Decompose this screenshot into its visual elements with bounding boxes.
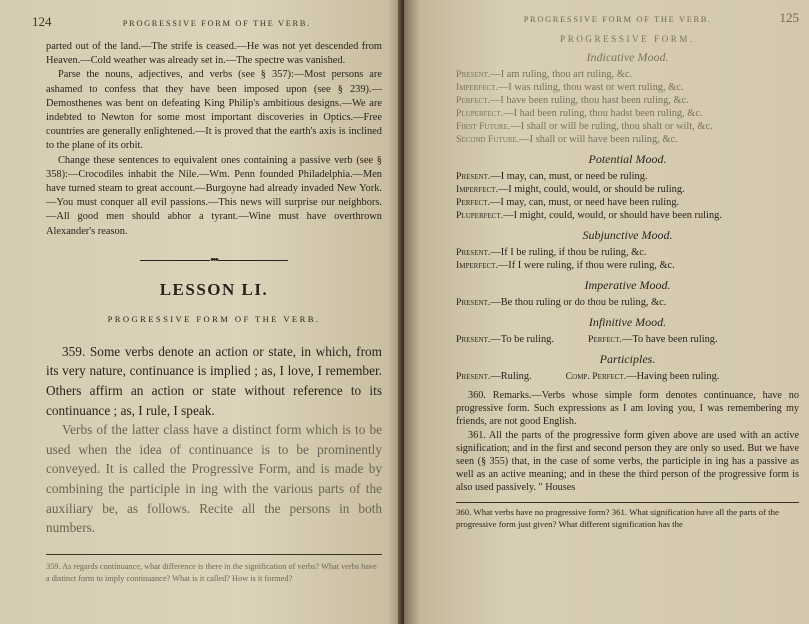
lesson-title: LESSON LI. bbox=[159, 279, 269, 299]
imperative-mood-title: Imperative Mood. bbox=[584, 278, 671, 292]
lesson-paragraph: Verbs of the latter class have a distinct form which is to be used when the idea of continuance is to be prominently conveyed. It is called the Progressive Form, and is made by combining the participle in ing with the various parts of the auxiliary be, as follows. Recite all the persons in both numbers. bbox=[46, 422, 382, 536]
potential-conjugation bbox=[456, 170, 799, 222]
footnote-divider bbox=[46, 554, 382, 555]
remarks-text bbox=[456, 389, 799, 495]
conjugation-line: Perfect.—I may, can, must, or need have been ruling. bbox=[456, 197, 680, 208]
conjugation-line: Present.—If I be ruling, if thou be ruling, &c. bbox=[456, 247, 647, 258]
right-footnote: 360. What verbs have no progressive form? 361. What signification have all the parts of the progressive form just given? What different signification has the bbox=[456, 506, 779, 529]
infinitive-mood-title: Infinitive Mood. bbox=[588, 315, 667, 329]
left-page bbox=[0, 0, 404, 624]
exercise-paragraph: Parse the nouns, adjectives, and verbs (see § 357):—Most persons are ashamed to confess that they have been imposed upon (see § 239).—Demosthenes was bent on defeating King Philip's ambitious designs.—We are indebted to Newton for some most important discoveries in Optics.—Free countries are generally enlightened.—It is proved that the earth's axis is inclined to the plane of its orbit. bbox=[46, 69, 382, 152]
exercise-text bbox=[46, 40, 382, 239]
footnote-divider bbox=[456, 502, 799, 503]
lesson-paragraph: 359. Some verbs denote an action or state, in which, from its very nature, continuance is implied ; as, I love, I remember. Others affirm an action or state without reference to its continuance ; as, I rule, I speak. bbox=[46, 343, 382, 418]
right-page bbox=[404, 0, 809, 624]
subjunctive-mood-title: Subjunctive Mood. bbox=[582, 228, 673, 242]
left-footnote: 359. As regards continuance, what difference is there in the signification of verbs? What verbs have a distinct form to imply continuance? What is it called? How is it formed? bbox=[46, 561, 377, 583]
conjugation-line: Perfect.—I have been ruling, thou hast been ruling, &c. bbox=[456, 95, 689, 106]
indicative-conjugation bbox=[456, 68, 799, 146]
conjugation-line: Pluperfect.—I might, could, would, or should have been ruling. bbox=[456, 210, 722, 221]
participles-conjugation: Present.—Ruling. Comp. Perfect.—Having been ruling. bbox=[456, 371, 720, 382]
remarks-paragraph: 360. Remarks.—Verbs whose simple form denotes continuance, have no progressive form. Such expressions as I am loving you, I was remembering my friends, are not good English. bbox=[456, 390, 799, 428]
conjugation-line: Present.—Be thou ruling or do thou be ruling, &c. bbox=[456, 297, 667, 308]
conjugation-line: First Future.—I shall or will be ruling, thou shalt or wilt, &c. bbox=[456, 121, 713, 132]
remarks-paragraph: 361. All the parts of the progressive form given above are used with an active signification; and in the first and second person they are only so used. But we have seen (§ 355) that, in the case of some verbs, the participle in ing has a passive as well as an active meaning; and in these the third person of the progressive form is also used passively. " Houses bbox=[456, 429, 799, 494]
potential-mood-title: Potential Mood. bbox=[588, 152, 667, 166]
section-title: PROGRESSIVE FORM. bbox=[560, 34, 695, 44]
right-page-header bbox=[456, 10, 799, 26]
left-page-header bbox=[32, 14, 382, 30]
indicative-mood-title: Indicative Mood. bbox=[586, 50, 669, 64]
conjugation-line: Second Future.—I shall or will have been ruling, &c. bbox=[456, 134, 678, 145]
lesson-subtitle: PROGRESSIVE FORM OF THE VERB. bbox=[107, 313, 321, 324]
infinitive-conjugation: Present.—To be ruling. Perfect.—To have been ruling. bbox=[456, 334, 718, 345]
left-running-head: PROGRESSIVE FORM OF THE VERB. bbox=[122, 18, 311, 28]
exercise-paragraph: Change these sentences to equivalent ones containing a passive verb (see § 358):—Crocodiles inhabit the Nile.—Wm. Penn founded Philadelphia.—Men have turned steam to great account.—Burgoyne had already invaded New York.—You must conquer all evil passions.—This news will surprise our neighbors.—All good men should abhor a tyrant.—Wine must have overthrown Alexander's reason. bbox=[46, 154, 382, 237]
section-ornament: ••• bbox=[46, 255, 382, 266]
right-running-head: PROGRESSIVE FORM OF THE VERB. bbox=[523, 14, 712, 24]
exercise-paragraph: parted out of the land.—The strife is ceased.—He was not yet descended from Heaven.—Cold weather was already set in.—The spectre was vanished. bbox=[46, 41, 382, 67]
lesson-body bbox=[46, 342, 382, 538]
participles-title: Participles. bbox=[599, 352, 656, 366]
conjugation-line: Present.—I am ruling, thou art ruling, &c. bbox=[456, 69, 633, 80]
conjugation-line: Imperfect.—If I were ruling, if thou were ruling, &c. bbox=[456, 260, 675, 271]
subjunctive-conjugation bbox=[456, 246, 799, 272]
conjugation-line: Present.—I may, can, must, or need be ruling. bbox=[456, 171, 648, 182]
conjugation-line: Imperfect.—I might, could, would, or should be ruling. bbox=[456, 184, 685, 195]
conjugation-line: Imperfect.—I was ruling, thou wast or wert ruling, &c. bbox=[456, 82, 684, 93]
conjugation-line: Pluperfect.—I had been ruling, thou hadst been ruling, &c. bbox=[456, 108, 703, 119]
right-page-number: 125 bbox=[779, 10, 799, 25]
left-page-number: 124 bbox=[32, 14, 52, 29]
